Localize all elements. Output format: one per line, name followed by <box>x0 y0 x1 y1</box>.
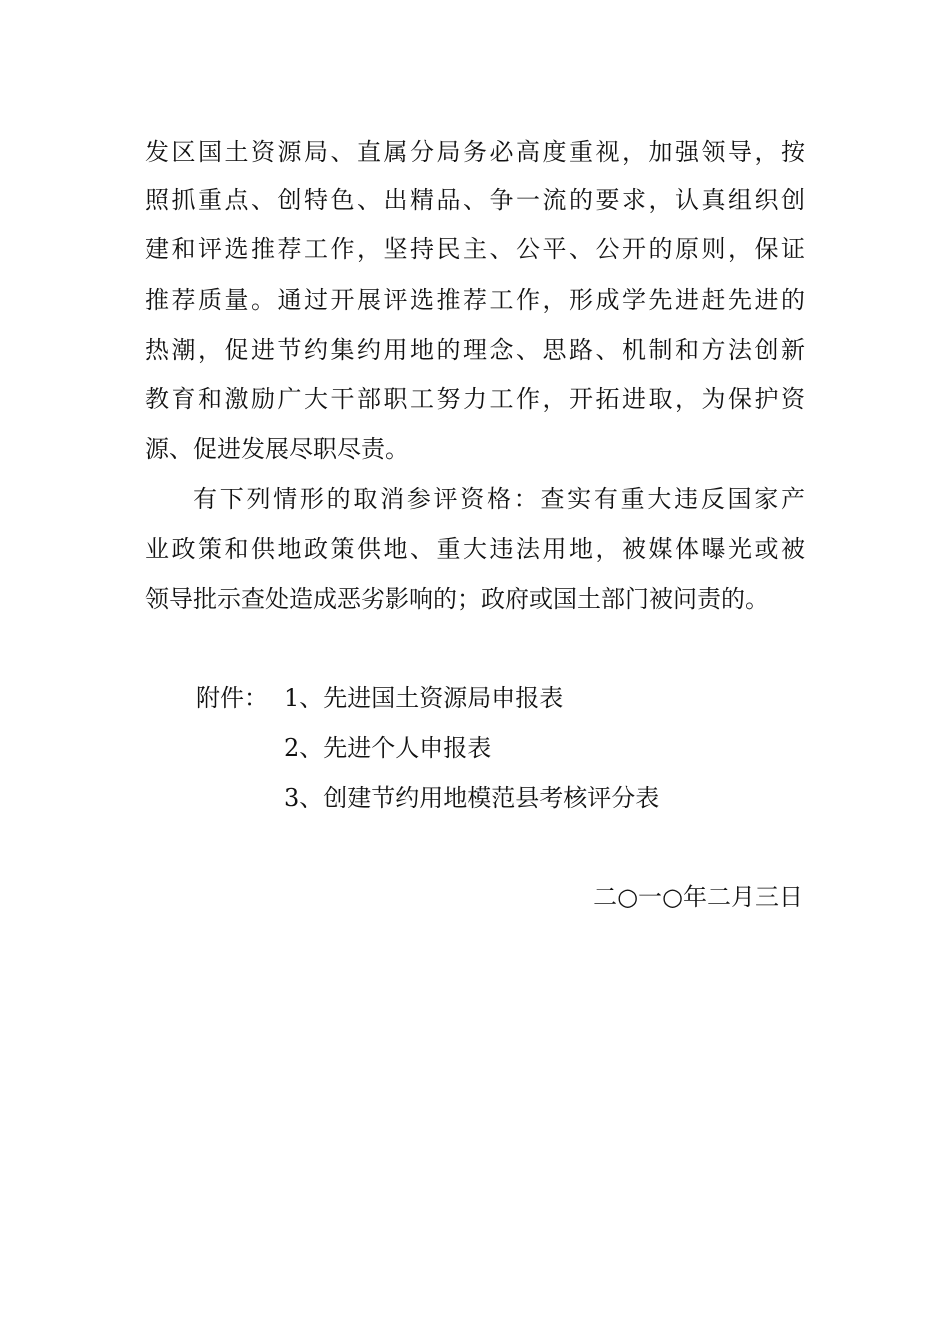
paragraph2-line-3: 领导批示查处造成恶劣影响的；政府或国土部门被问责的。 <box>145 585 769 613</box>
paragraph1-line-2: 照抓重点、创特色、出精品、争一流的要求，认真组织创 <box>145 186 805 214</box>
attachments-label: 附件： <box>196 684 268 712</box>
paragraph1-line-4: 推荐质量。通过开展评选推荐工作，形成学先进赶先进的 <box>145 286 805 314</box>
document-date: 二○一○年二月三日 <box>593 883 803 911</box>
paragraph1-line-1: 发区国土资源局、直属分局务必高度重视，加强领导，按 <box>145 138 805 166</box>
attachment-item-1: 1、先进国土资源局申报表 <box>284 684 564 712</box>
attachment-item-3: 3、创建节约用地模范县考核评分表 <box>284 784 660 812</box>
paragraph1-line-3: 建和评选推荐工作，坚持民主、公平、公开的原则，保证 <box>145 235 805 263</box>
paragraph2-line-2: 业政策和供地政策供地、重大违法用地，被媒体曝光或被 <box>145 535 805 563</box>
paragraph1-line-6: 教育和激励广大干部职工努力工作，开拓进取，为保护资 <box>145 385 805 413</box>
paragraph1-line-5: 热潮，促进节约集约用地的理念、思路、机制和方法创新 <box>145 336 805 364</box>
paragraph1-line-7: 源、促进发展尽职尽责。 <box>145 435 409 463</box>
attachment-item-2: 2、先进个人申报表 <box>284 734 492 762</box>
paragraph2-line-1: 有下列情形的取消参评资格：查实有重大违反国家产 <box>193 485 805 513</box>
